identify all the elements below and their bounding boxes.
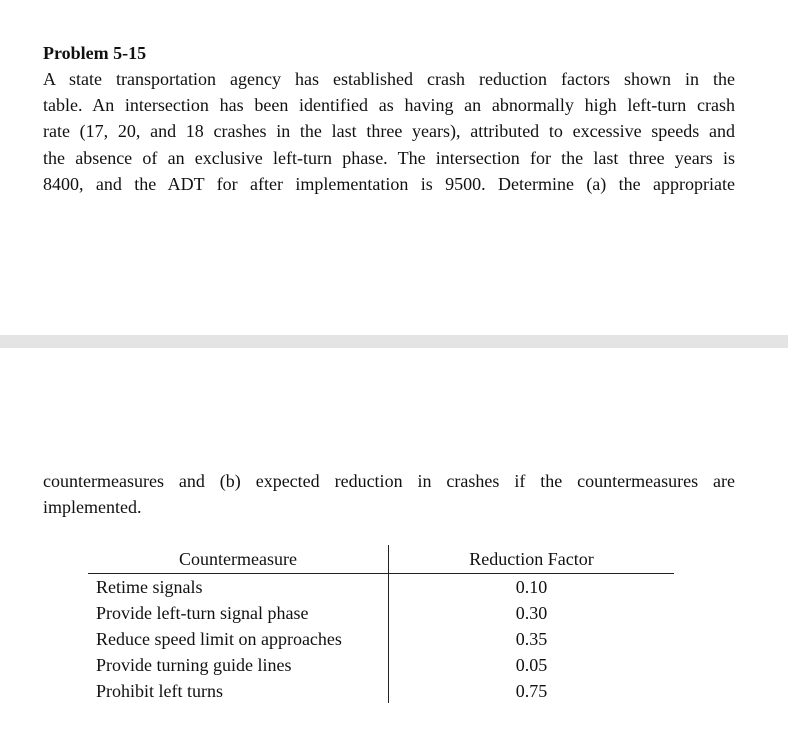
countermeasure-cell: Retime signals: [96, 577, 203, 597]
problem-title: Problem 5-15: [43, 43, 147, 63]
text-line: the absence of an exclusive left-turn phase. The intersection for the last three years is: [43, 147, 735, 168]
column-header-reduction-factor: Reduction Factor: [469, 549, 594, 569]
page-break-divider: [0, 335, 788, 348]
text-line: implemented.: [43, 497, 142, 518]
table-row: [88, 678, 674, 704]
table-row: [88, 652, 674, 678]
reduction-factor-cell: 0.05: [515, 655, 548, 675]
countermeasure-cell: Provide turning guide lines: [96, 655, 292, 675]
table-row: [88, 600, 674, 626]
text-line: rate (17, 20, and 18 crashes in the last three years), attributed to excessive speeds and: [43, 121, 735, 142]
table-row: [88, 574, 674, 600]
problem-statement-part2: [43, 468, 735, 520]
reduction-factor-cell: 0.30: [515, 603, 548, 623]
text-line: A state transportation agency has established crash reduction factors shown in the: [43, 69, 735, 89]
countermeasure-cell: Reduce speed limit on approaches: [96, 629, 342, 649]
column-header-countermeasure: Countermeasure: [179, 549, 297, 569]
text-line: countermeasures and (b) expected reduction in crashes if the countermeasures are: [43, 471, 735, 491]
text-line: 8400, and the ADT for after implementation is 9500. Determine (a) the appropriate: [43, 173, 735, 194]
reduction-factor-cell: 0.75: [515, 681, 548, 701]
problem-statement-part1: [43, 66, 735, 197]
reduction-factor-cell: 0.10: [515, 577, 548, 597]
text-line: table. An intersection has been identified as having an abnormally high left-turn crash: [43, 95, 735, 116]
table-row: [88, 626, 674, 652]
countermeasure-cell: Prohibit left turns: [96, 681, 223, 701]
countermeasure-cell: Provide left-turn signal phase: [96, 603, 309, 623]
reduction-factor-cell: 0.35: [515, 629, 548, 649]
crash-reduction-factors-table: [88, 545, 674, 703]
table-body: [88, 574, 674, 704]
